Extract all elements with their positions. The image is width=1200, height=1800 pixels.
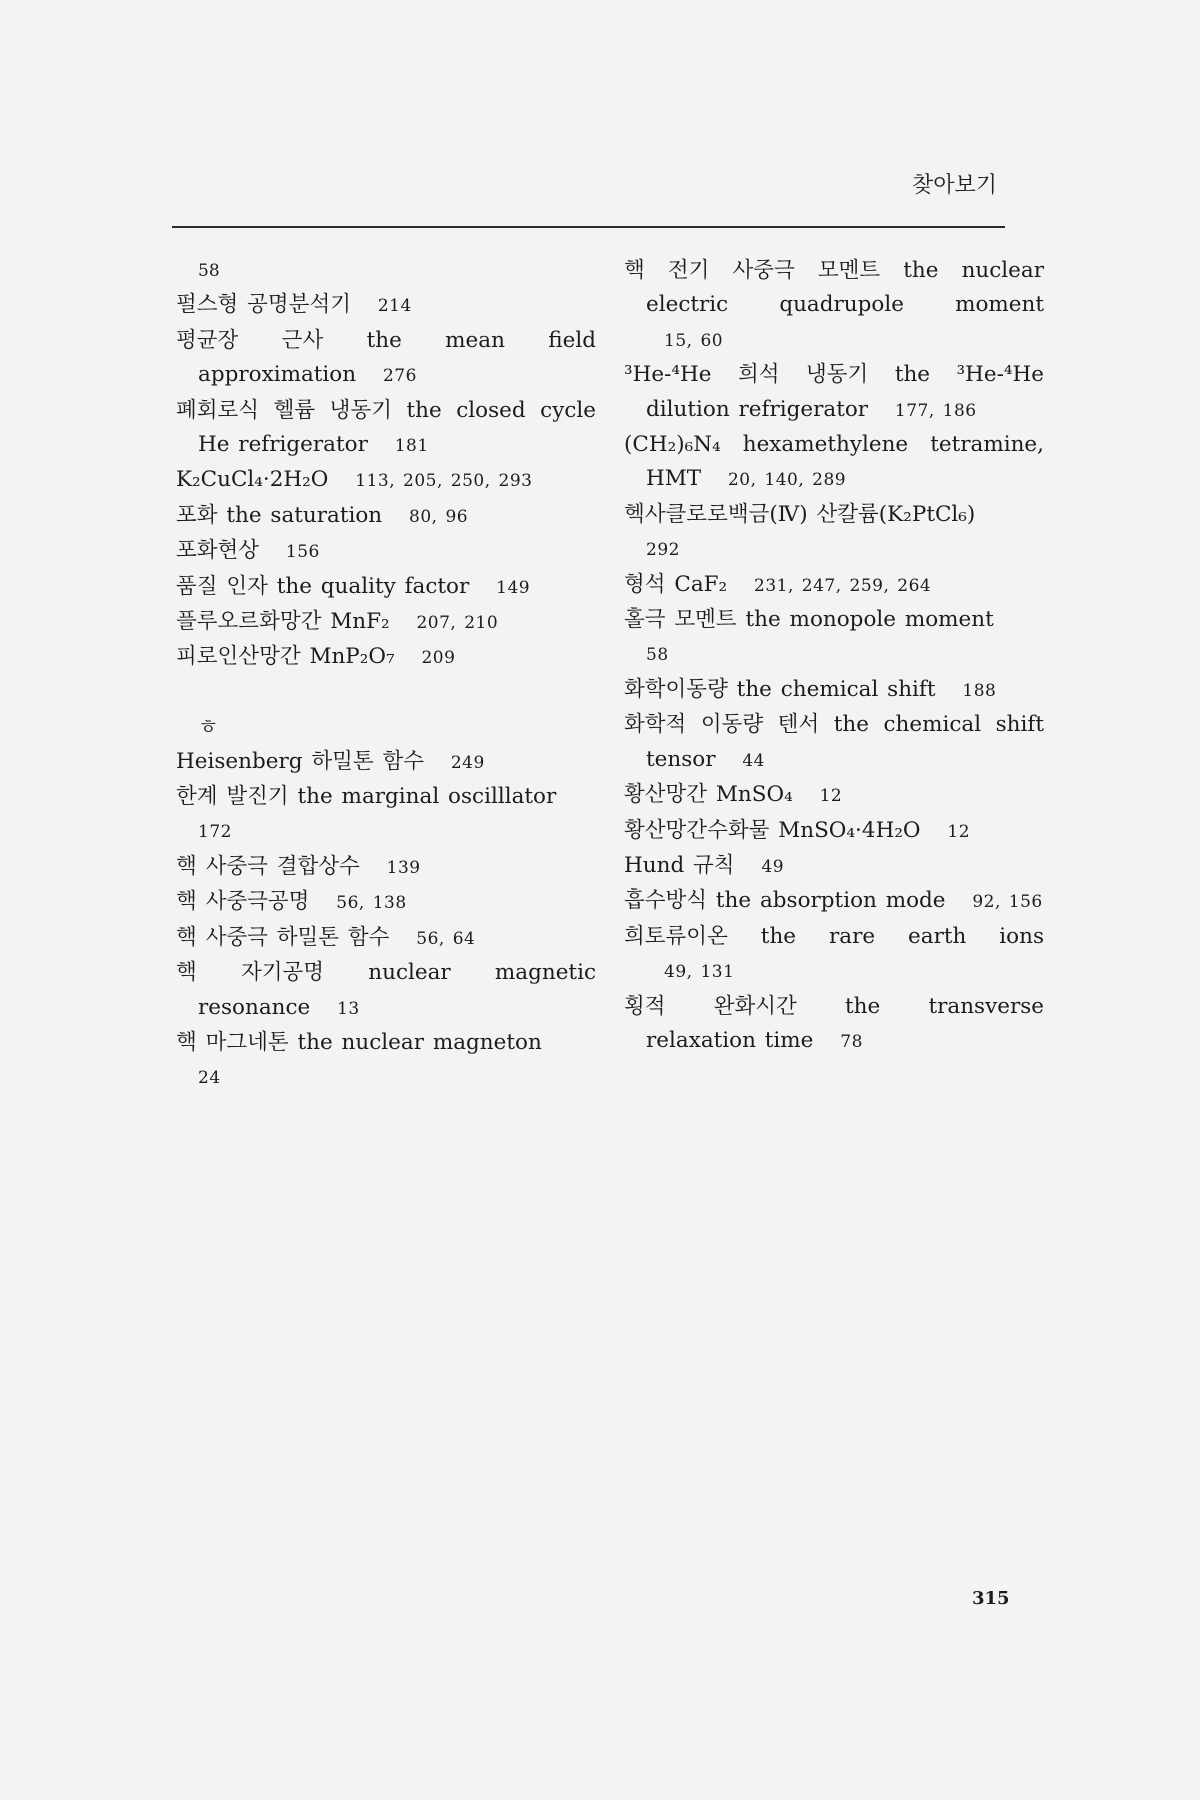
index-entry-term: 품질 인자 the quality factor xyxy=(176,573,470,599)
index-entry-term: 핵 전기 사중극 모멘트 the nuclear electric quadrupole moment xyxy=(624,258,1044,318)
index-entry-pages: 276 xyxy=(382,366,417,387)
index-entry xyxy=(624,603,1044,673)
section-letter-heading: ㅎ xyxy=(198,715,219,740)
index-entry-pages: 92, 156 xyxy=(972,892,1043,913)
index-entry-pages: 49 xyxy=(761,856,785,877)
index-entry-pages: 209 xyxy=(421,648,456,669)
index-entry-pages: 24 xyxy=(198,1068,221,1089)
index-entry xyxy=(624,849,1044,884)
index-entry-term: 핵 사중극공명 xyxy=(176,889,310,915)
index-entry-term: ³He-⁴He 희석 냉동기 the ³He-⁴He dilution refrigerator xyxy=(624,362,1044,422)
section-spacer xyxy=(176,676,596,710)
index-entry-term: 핵 자기공명 nuclear magnetic resonance xyxy=(176,960,596,1020)
index-entry-term: 포화 the saturation xyxy=(176,502,383,528)
index-entry-term: 화학이동량 the chemical shift xyxy=(624,676,936,702)
index-entry-pages: 12 xyxy=(819,786,843,807)
index-entry-pages: 20, 140, 289 xyxy=(727,470,847,491)
index-entry xyxy=(624,814,1044,849)
index-entry-pages: 207, 210 xyxy=(416,613,499,634)
index-entry-pages: 188 xyxy=(962,680,997,701)
index-entry xyxy=(624,990,1044,1060)
index-entry-term: K₂CuCl₄·2H₂O xyxy=(176,467,329,493)
index-entry xyxy=(176,921,596,956)
index-entry xyxy=(176,570,596,605)
index-entry-term: 핵 사중극 하밀톤 함수 xyxy=(176,924,390,950)
index-entry-term: Hund 규칙 xyxy=(624,852,735,878)
index-entry-pages: 49, 131 xyxy=(664,962,735,983)
index-entry-term: 피로인산망간 MnP₂O₇ xyxy=(176,644,395,670)
index-entry xyxy=(176,534,596,569)
index-entry-pages: 78 xyxy=(840,1031,863,1052)
index-entry xyxy=(624,568,1044,603)
index-entry-pages: 44 xyxy=(742,750,765,771)
index-entry xyxy=(176,780,596,850)
index-entry xyxy=(176,394,596,464)
index-entry-pages: 56, 64 xyxy=(416,928,476,949)
index-entry-pages: 181 xyxy=(394,436,429,457)
index-entry-term: 형석 CaF₂ xyxy=(624,571,728,597)
index-entry-pages: 113, 205, 250, 293 xyxy=(355,471,533,492)
index-entry-term: 펄스형 공명분석기 xyxy=(176,292,351,318)
index-entry-term: 평균장 근사 the mean field approximation xyxy=(176,327,596,388)
index-entry xyxy=(176,463,596,498)
index-entry xyxy=(176,745,596,780)
index-entry-pages: 56, 138 xyxy=(336,893,407,914)
index-entry-pages: 177, 186 xyxy=(894,400,977,421)
index-entry-term: 헥사클로로백금(Ⅳ) 산칼륨(K₂PtCl₆) xyxy=(624,501,976,527)
index-entry-term: 핵 사중극 결합상수 xyxy=(176,853,360,879)
index-entry-term: Heisenberg 하밀톤 함수 xyxy=(176,748,424,774)
index-entry xyxy=(176,956,596,1026)
page-number: 315 xyxy=(972,1588,1010,1609)
index-entry-pages: 149 xyxy=(496,577,531,598)
index-entry xyxy=(176,605,596,640)
index-entry-term: 화학적 이동량 텐서 the chemical shift tensor xyxy=(624,712,1044,772)
index-entry-pages: 15, 60 xyxy=(664,330,724,351)
index-entry-pages: 156 xyxy=(285,542,320,563)
index-entry xyxy=(624,884,1044,919)
index-entry-term: 한계 발진기 the marginal oscilllator xyxy=(176,784,557,810)
index-column-left xyxy=(176,254,596,1096)
index-entry xyxy=(624,428,1044,498)
index-entry-term: 희토류이온 the rare earth ions xyxy=(624,923,1044,949)
index-entry-pages: 249 xyxy=(450,752,485,773)
index-entry-pages: 172 xyxy=(198,822,232,843)
index-entry xyxy=(624,358,1044,428)
index-entry-term: 횡적 완화시간 the transverse relaxation time xyxy=(624,993,1044,1053)
index-entry-term: 황산망간 MnSO₄ xyxy=(624,782,793,808)
index-entry xyxy=(624,778,1044,813)
index-entry-pages: 292 xyxy=(646,540,680,561)
continued-page-ref: 58 xyxy=(198,261,220,281)
index-entry-pages: 58 xyxy=(646,645,669,666)
index-entry-term: 플루오르화망간 MnF₂ xyxy=(176,609,390,635)
index-header-title: 찾아보기 xyxy=(912,173,998,198)
index-entry xyxy=(624,920,1044,990)
index-entry xyxy=(624,498,1044,568)
index-entry-pages: 80, 96 xyxy=(409,506,469,527)
index-entry xyxy=(176,499,596,534)
index-entry-pages: 214 xyxy=(377,296,412,317)
index-entry-pages: 12 xyxy=(947,821,971,842)
index-entry xyxy=(624,708,1044,778)
index-column-right xyxy=(624,254,1044,1059)
index-entry-term: 황산망간수화물 MnSO₄·4H₂O xyxy=(624,817,921,843)
index-entry xyxy=(624,673,1044,708)
index-entry xyxy=(176,640,596,675)
index-entry-pages: 139 xyxy=(386,857,421,878)
index-entry-term: 포화현상 xyxy=(176,538,260,564)
index-entry xyxy=(176,324,596,394)
index-entry xyxy=(624,254,1044,358)
index-entry xyxy=(176,1026,596,1096)
index-entry xyxy=(176,850,596,885)
index-entry-term: (CH₂)₆N₄ hexamethylene tetramine, HMT xyxy=(624,432,1044,492)
index-entry xyxy=(176,288,596,323)
index-entry-term: 흡수방식 the absorption mode xyxy=(624,888,946,914)
index-entry-pages: 231, 247, 259, 264 xyxy=(754,575,932,596)
index-entry-pages: 13 xyxy=(337,998,360,1019)
index-entry-term: 홀극 모멘트 the monopole moment xyxy=(624,607,994,633)
header-rule xyxy=(172,226,1005,228)
index-entry-term: 핵 마그네톤 the nuclear magneton xyxy=(176,1029,542,1055)
index-entry-term: 폐회로식 헬륨 냉동기 the closed cycle He refrigerator xyxy=(176,397,596,458)
index-entry xyxy=(176,885,596,920)
